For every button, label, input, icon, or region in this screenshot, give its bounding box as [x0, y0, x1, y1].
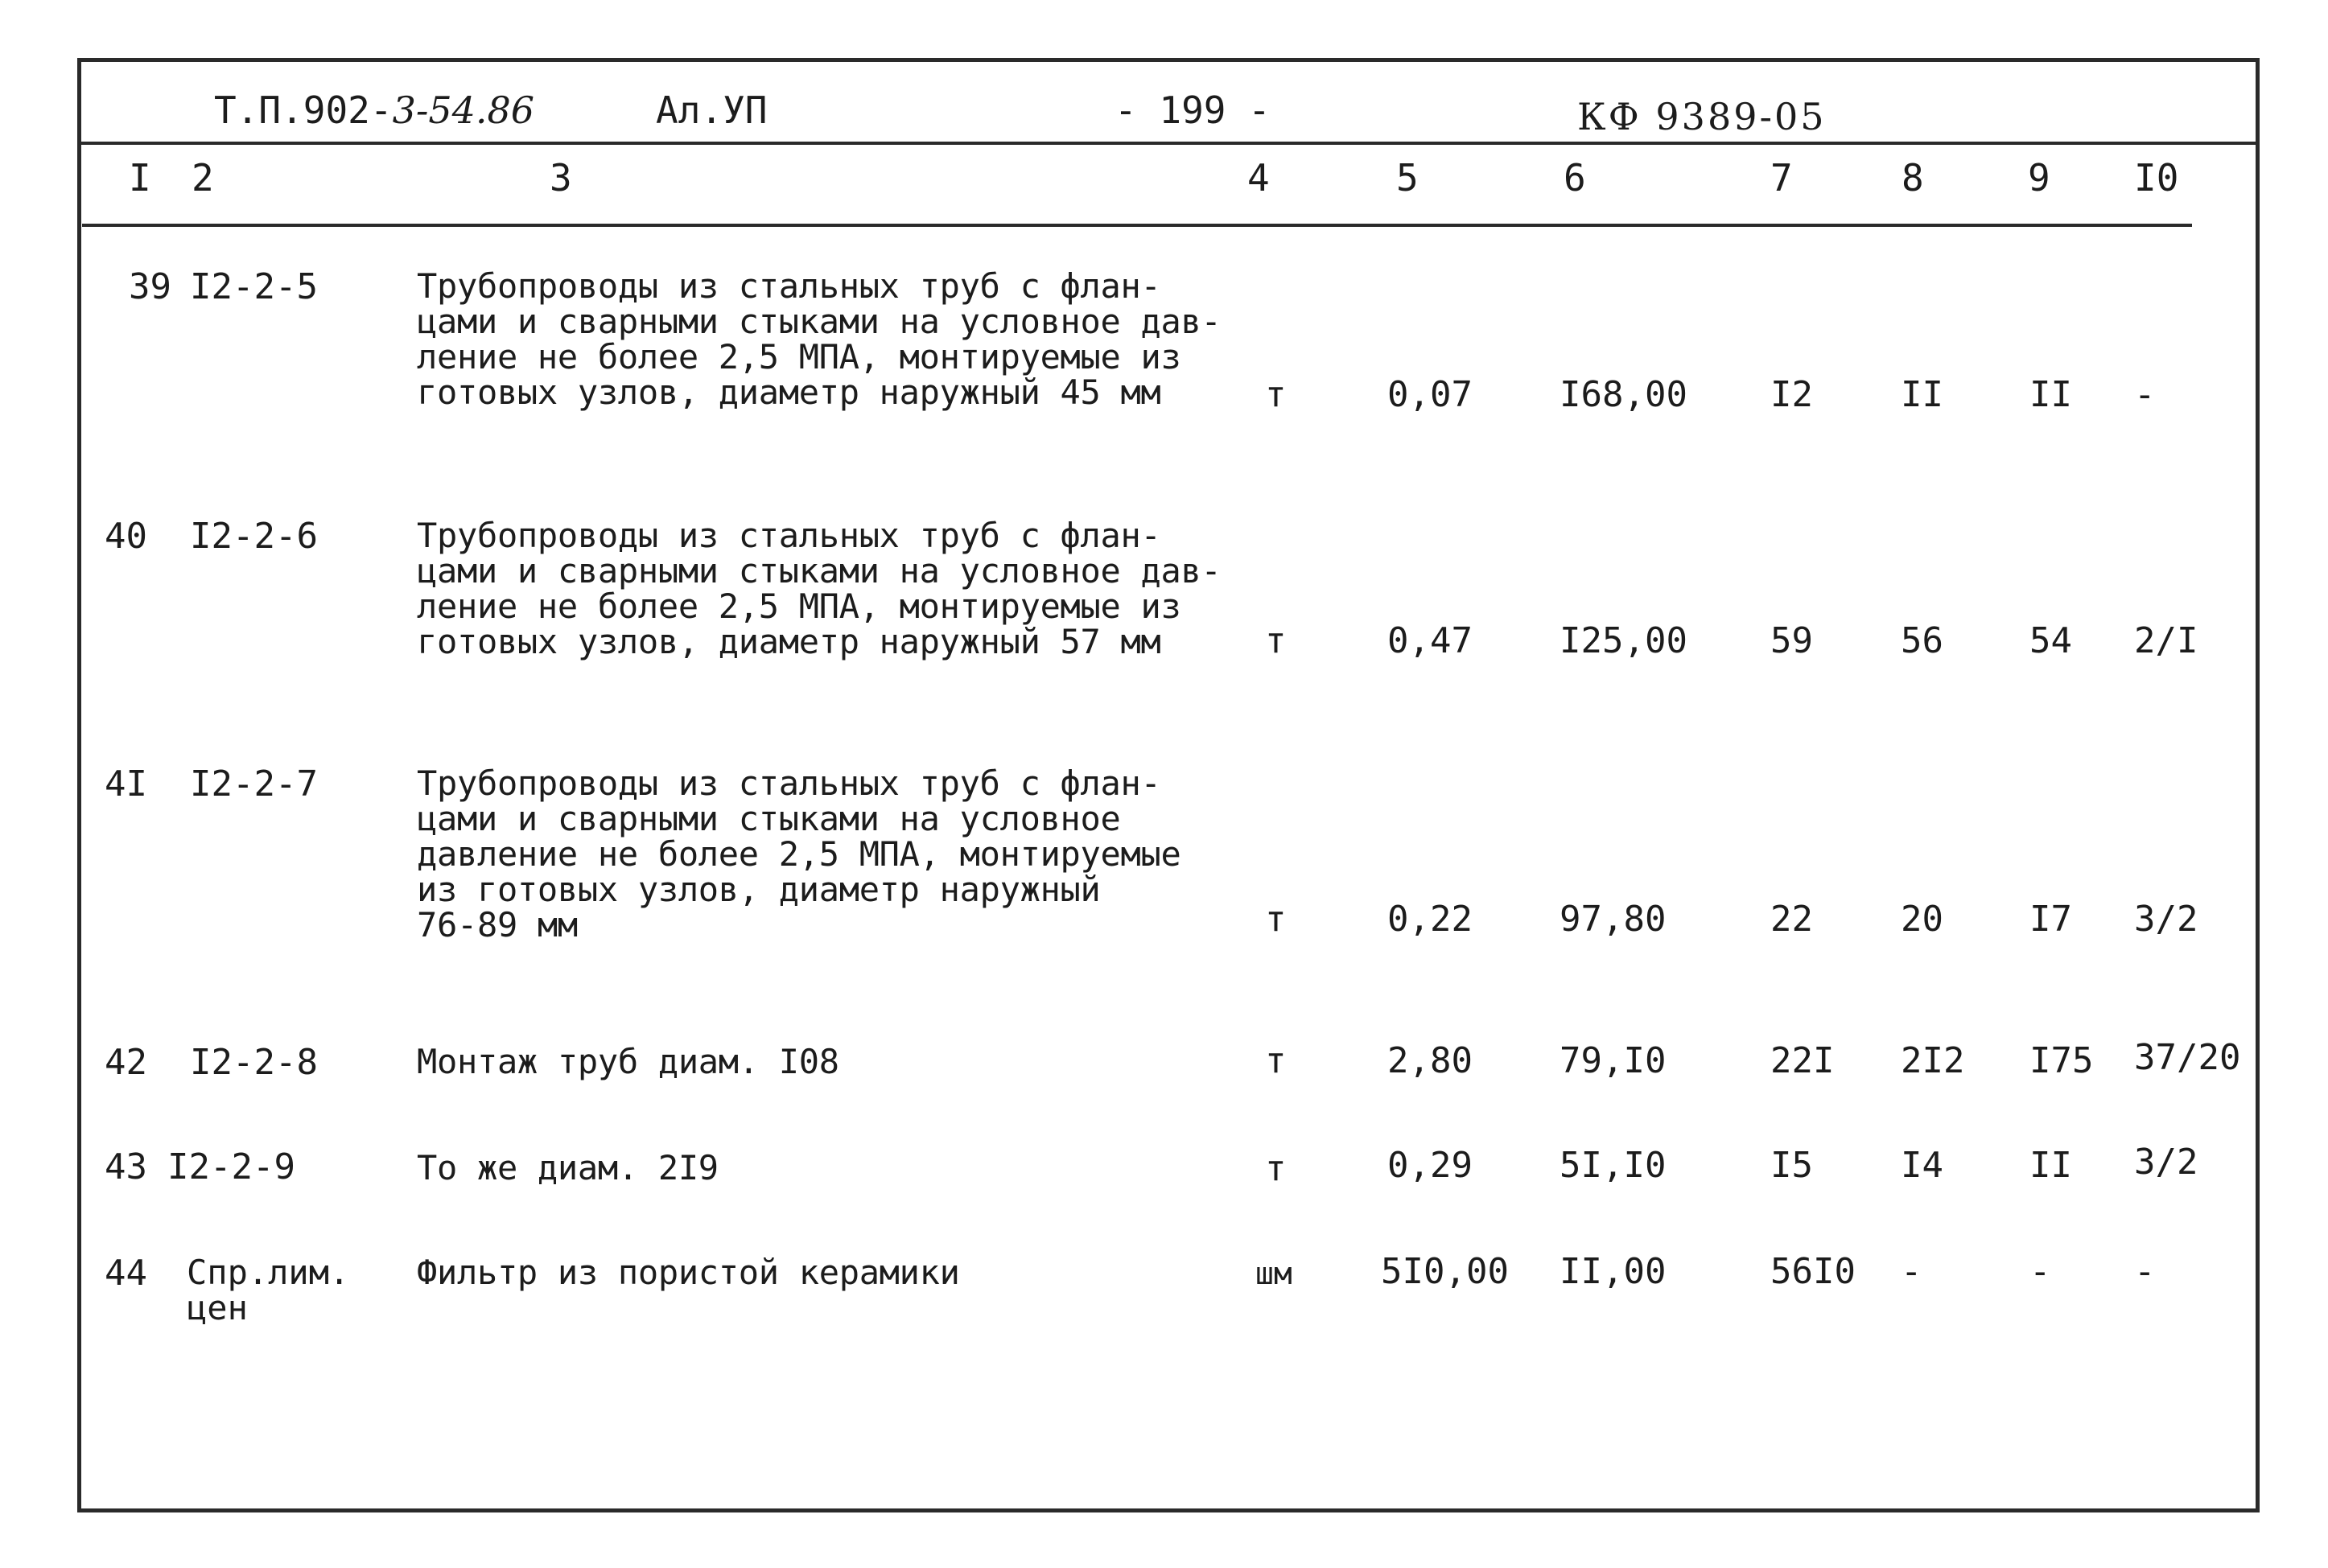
quantity: 2,80	[1387, 1040, 1473, 1081]
column-header-9: 9	[2028, 156, 2050, 200]
col9-value: -	[2029, 1251, 2051, 1292]
column-header-2: 2	[192, 156, 214, 200]
col10-value: 37/20	[2134, 1037, 2241, 1078]
col8-value: II	[1901, 374, 1943, 415]
col7-value: I2	[1770, 374, 1813, 415]
column-header-6: 6	[1564, 156, 1586, 200]
unit-price: 79,I0	[1560, 1040, 1667, 1081]
header-divider	[80, 142, 2256, 145]
work-description: Монтаж труб диам. I08	[417, 1042, 839, 1081]
document-number: КФ 9389-05	[1577, 95, 1827, 138]
rate-code: I2-2-7	[190, 763, 318, 805]
project-code	[214, 90, 534, 130]
column-header-3: 3	[550, 156, 572, 200]
rate-code: Спр.лим. цен	[187, 1253, 350, 1327]
unit: т	[1265, 899, 1287, 940]
column-header-1: I	[129, 156, 151, 200]
rate-code: I2-2-9	[167, 1146, 295, 1187]
unit-price: I68,00	[1560, 374, 1687, 415]
work-description: Трубопроводы из стальных труб с флан- цами и сварными стыками на условное дав- ление не более 2,5 МПА, монтируемые из готовых узлов, диаметр наружный 57 мм	[417, 516, 1222, 661]
quantity: 0,29	[1387, 1145, 1473, 1186]
column-header-10: I0	[2134, 156, 2179, 200]
quantity: 5I0,00	[1381, 1251, 1509, 1292]
project-code-printed: Т.П.902-	[214, 88, 393, 132]
album-label: Ал.УП	[656, 88, 768, 132]
col9-value: II	[2029, 374, 2072, 415]
unit-price: 97,80	[1560, 899, 1667, 940]
col9-value: II	[2029, 1145, 2072, 1186]
col7-value: 22	[1770, 899, 1813, 940]
row-number: 4I	[105, 763, 147, 805]
rate-code: I2-2-6	[190, 516, 318, 557]
unit-price: 5I,I0	[1560, 1145, 1667, 1186]
unit: т	[1265, 1040, 1287, 1081]
col9-value: 54	[2029, 620, 2072, 661]
page-number: - 199 -	[1115, 88, 1271, 132]
row-number: 42	[105, 1042, 147, 1083]
col10-value: -	[2134, 1251, 2156, 1292]
quantity: 0,47	[1387, 620, 1473, 661]
unit: т	[1265, 620, 1287, 661]
col8-value: -	[1901, 1251, 1922, 1292]
unit: т	[1265, 374, 1287, 415]
col7-value: 56I0	[1770, 1251, 1856, 1292]
unit: т	[1265, 1148, 1287, 1189]
work-description: То же диам. 2I9	[417, 1148, 719, 1187]
row-number: 39	[129, 266, 171, 307]
rate-code: I2-2-5	[190, 266, 318, 307]
work-description: Фильтр из пористой керамики	[417, 1253, 960, 1292]
col7-value: I5	[1770, 1145, 1813, 1186]
col8-value: 20	[1901, 899, 1943, 940]
row-number: 40	[105, 516, 147, 557]
col8-value: I4	[1901, 1145, 1943, 1186]
col9-value: I7	[2029, 899, 2072, 940]
quantity: 0,22	[1387, 899, 1473, 940]
col10-value: -	[2134, 374, 2156, 415]
unit-price: I25,00	[1560, 620, 1687, 661]
column-header-7: 7	[1770, 156, 1793, 200]
col8-value: 2I2	[1901, 1040, 1965, 1081]
unit: шм	[1255, 1256, 1292, 1291]
col7-value: 59	[1770, 620, 1813, 661]
project-code-handwritten: 3-54.86	[392, 88, 535, 132]
work-description: Трубопроводы из стальных труб с флан- цами и сварными стыками на условное дав- ление не более 2,5 МПА, монтируемые из готовых узлов, диаметр наружный 45 мм	[417, 266, 1222, 412]
unit-price: II,00	[1560, 1251, 1667, 1292]
rate-code: I2-2-8	[190, 1042, 318, 1083]
column-header-4: 4	[1247, 156, 1270, 200]
col9-value: I75	[2029, 1040, 2094, 1081]
column-header-divider	[82, 224, 2192, 227]
row-number: 44	[105, 1253, 147, 1294]
col7-value: 22I	[1770, 1040, 1835, 1081]
column-header-5: 5	[1396, 156, 1419, 200]
col10-value: 2/I	[2134, 620, 2198, 661]
row-number: 43	[105, 1146, 147, 1187]
col10-value: 3/2	[2134, 899, 2198, 940]
work-description: Трубопроводы из стальных труб с флан- цами и сварными стыками на условное давление не более 2,5 МПА, монтируемые из готовых узлов, диаметр наружный 76-89 мм	[417, 763, 1181, 945]
column-header-8: 8	[1902, 156, 1924, 200]
col10-value: 3/2	[2134, 1142, 2198, 1183]
quantity: 0,07	[1387, 374, 1473, 415]
col8-value: 56	[1901, 620, 1943, 661]
